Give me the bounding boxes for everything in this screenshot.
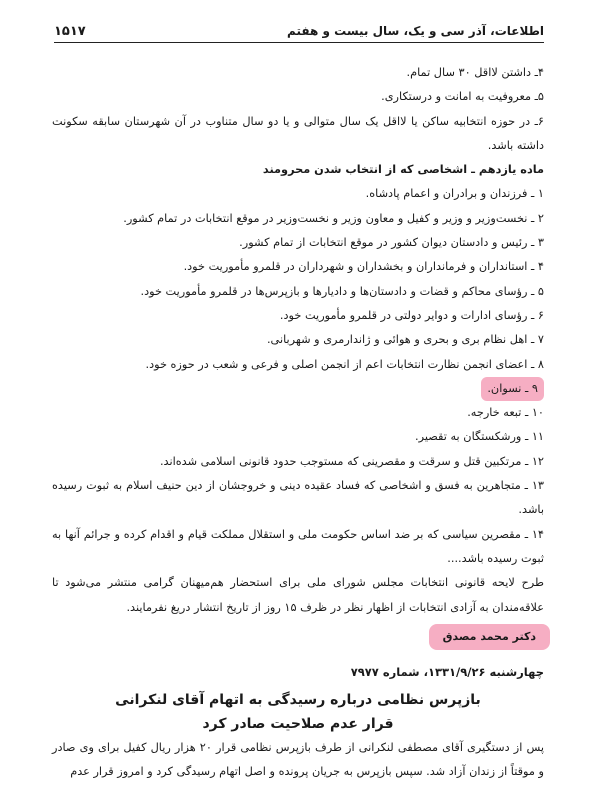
list-item: ۱۴ ـ مقصرین سیاسی که بر ضد اساس حکومت ملی و استقلال مملکت قیام و اقدام کرده و جرائم آنها به ثبوت رسیده باشد....	[52, 527, 544, 565]
list-item: ۱۰ ـ تبعه خارجه.	[467, 406, 544, 420]
header-title: اطلاعات، آذر سی و یک، سال بیست و هفتم	[287, 24, 544, 38]
news-headline: بازپرس نظامی درباره رسیدگی به اتهام آقای لنکرانی	[115, 692, 481, 709]
list-item: ۵ ـ رؤسای محاکم و قضات و دادستان‌ها و دادیارها و بازپرس‌ها در قلمرو مأموریت خود.	[140, 284, 544, 298]
list-item: ۵ـ معروفیت به امانت و درستکاری.	[381, 90, 544, 104]
article-heading: ماده یازدهم ـ اشخاصی که از انتخاب شدن محرومند	[262, 163, 544, 177]
signature: دکتر محمد مصدق	[429, 624, 550, 650]
news-subheadline: قرار عدم صلاحیت صادر کرد	[202, 716, 394, 733]
list-item: ۴ ـ استانداران و فرمانداران و بخشداران و شهرداران در قلمرو مأموریت خود.	[183, 260, 544, 274]
list-item: ۶ ـ رؤسای ادارات و دوایر دولتی در قلمرو مأموریت خود.	[279, 308, 544, 322]
list-item: ۳ ـ رئیس و دادستان دیوان کشور در موقع انتخابات از تمام کشور.	[239, 236, 544, 250]
closing-paragraph: طرح لایحه قانونی انتخابات مجلس شورای ملی برای استحضار هم‌میهنان گرامی منتشر می‌شود تا علاقه‌مندان به آزادی انتخابات از اظهار نظر در ظرف ۱۵ روز از تاریخ انتشار دریغ نفرمایند.	[52, 576, 544, 614]
list-item: ۱۲ ـ مرتکبین قتل و سرقت و مقصرینی که مستوجب حدود قانونی اسلامی شده‌اند.	[159, 454, 544, 468]
list-item: ۱۳ ـ متجاهرین به فسق و اشخاصی که فساد عقیده دینی و خروجشان از دین حنیف اسلام به ثبوت رسیده باشد.	[52, 479, 544, 517]
highlight-mark: ۹ ـ نسوان.	[481, 377, 544, 401]
document-body	[52, 61, 544, 785]
date-line: چهارشنبه ۱۳۳۱/۹/۲۶، شماره ۷۹۷۷	[350, 664, 544, 679]
list-item: ۶ـ در حوزه انتخابیه ساکن یا لااقل یک سال متوالی و یا دو سال متناوب در آن شهرستان سابقه سکونت داشته باشد.	[52, 114, 544, 152]
signature-row	[52, 624, 544, 654]
list-item: ۸ ـ اعضای انجمن نظارت انتخابات اعم از انجمن اصلی و فرعی و شعب در حوزه خود.	[145, 357, 544, 371]
list-item: ۷ ـ اهل نظام بری و بحری و هوائی و ژاندارمری و شهربانی.	[266, 333, 544, 347]
page-header	[54, 20, 544, 43]
list-item: ۲ ـ نخست‌وزیر و وزیر و کفیل و معاون وزیر و نخست‌وزیر در موقع انتخابات در تمام کشور.	[123, 211, 544, 225]
highlighted-list-item	[52, 377, 544, 401]
news-body: پس از دستگیری آقای مصطفی لنکرانی از طرف بازپرس نظامی قرار ۲۰ هزار ریال کفیل برای وی صادر و موقتاً از زندان آزاد شد. سپس بازپرس به جریان پرونده و اصل اتهام رسیدگی کرد و امروز قرار عدم	[52, 741, 544, 779]
list-item: ۱ ـ فرزندان و برادران و اعمام پادشاه.	[365, 187, 544, 201]
list-item: ۱۱ ـ ورشکستگان به تقصیر.	[415, 430, 544, 444]
page-number: ۱۵۱۷	[54, 23, 86, 39]
list-item: ۴ـ داشتن لااقل ۳۰ سال تمام.	[406, 66, 544, 79]
